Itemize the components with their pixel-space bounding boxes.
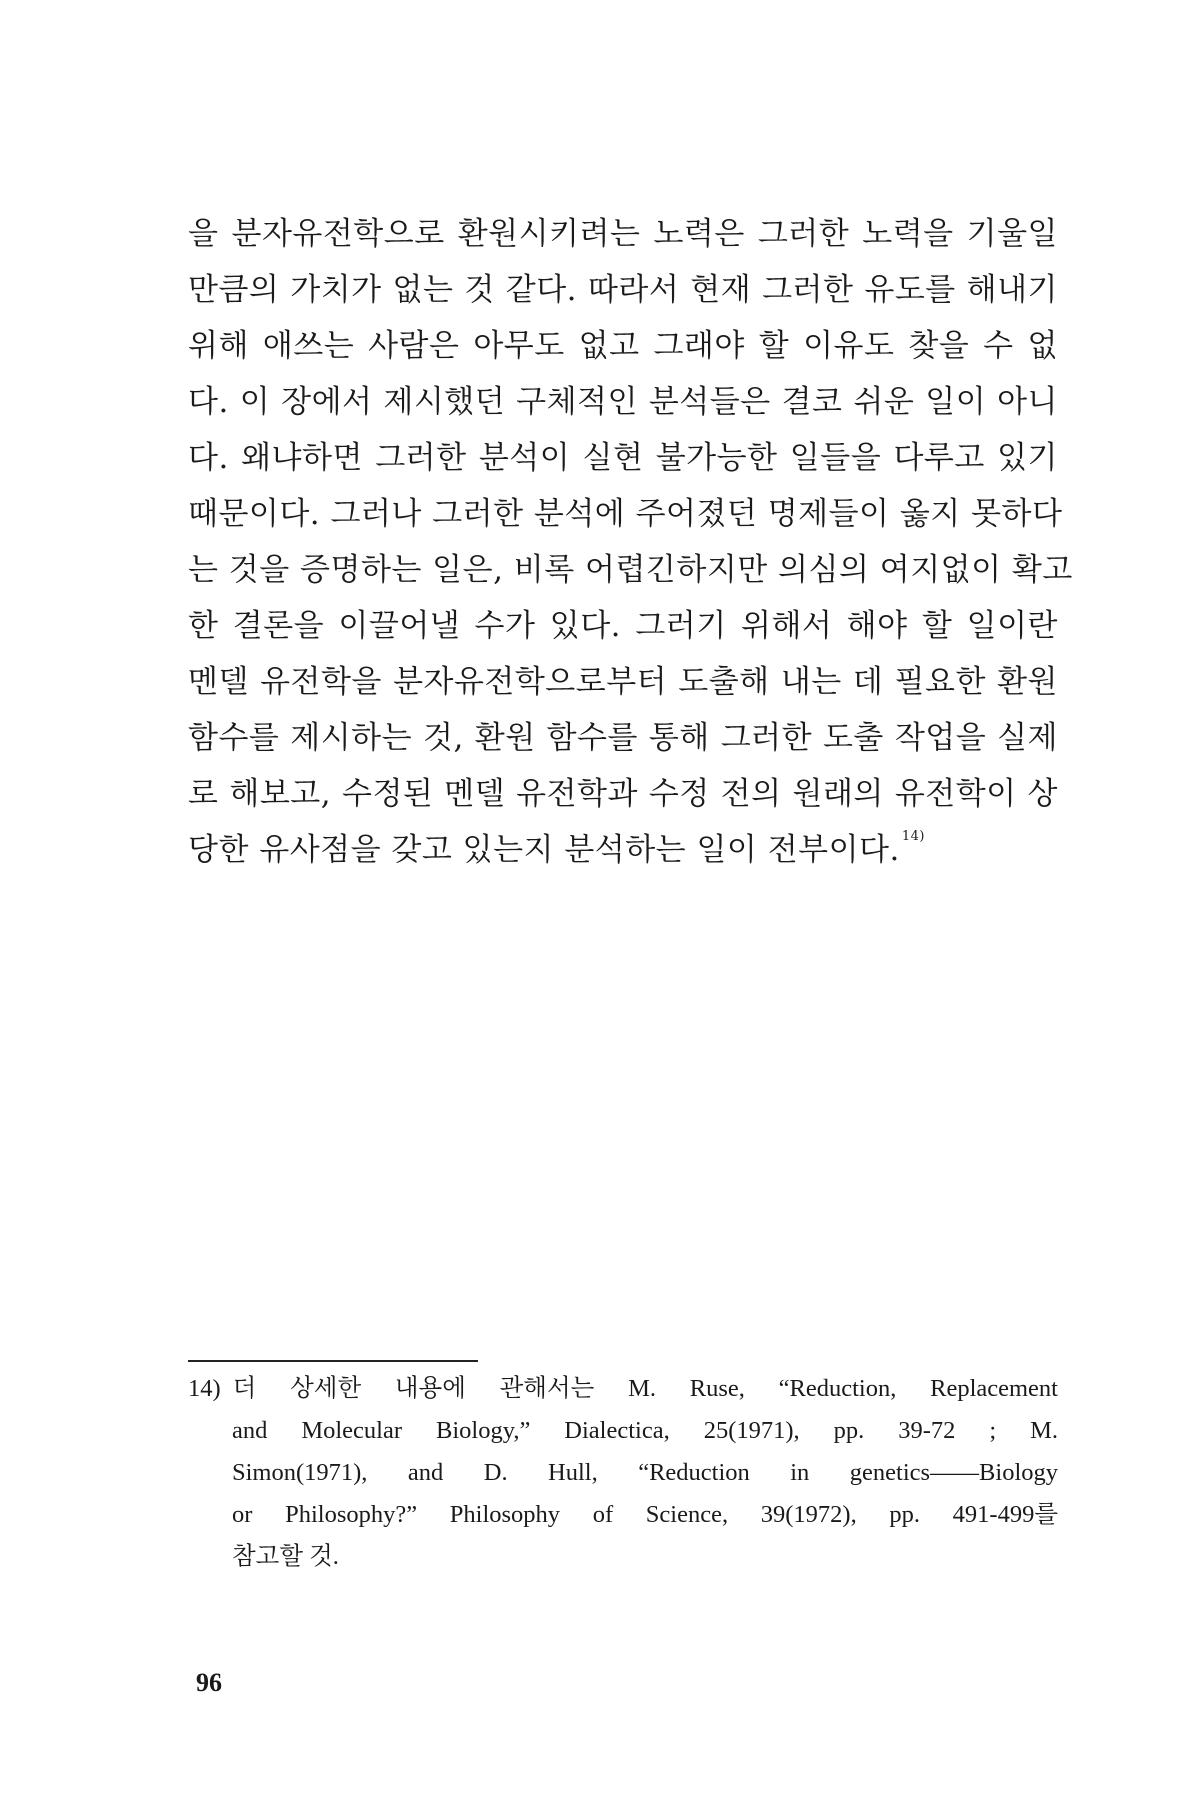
body-line: 다. 왜냐하면 그러한 분석이 실현 불가능한 일들을 다루고 있기 bbox=[188, 440, 1058, 476]
footnote-line: and Molecular Biology,” Dialectica, 25(1971), pp. 39-72 ; M. bbox=[232, 1417, 1058, 1444]
footnote-reference[interactable]: 14) bbox=[901, 829, 925, 844]
body-line: 때문이다. 그러나 그러한 분석에 주어졌던 명제들이 옳지 못하다 bbox=[188, 496, 1063, 532]
body-line: 는 것을 증명하는 일은, 비록 어렵긴하지만 의심의 여지없이 확고 bbox=[188, 552, 1073, 588]
body-line: 위해 애쓰는 사람은 아무도 없고 그래야 할 이유도 찾을 수 없 bbox=[188, 328, 1058, 364]
body-line: 만큼의 가치가 없는 것 같다. 따라서 현재 그러한 유도를 해내기 bbox=[188, 272, 1058, 308]
footnote-14 bbox=[188, 1368, 1058, 1578]
footnote-line: or Philosophy?” Philosophy of Science, 39(1972), pp. 491-499를 bbox=[232, 1501, 1058, 1528]
page-number: 96 bbox=[196, 1668, 222, 1697]
footnote-line-last: 참고할 것. bbox=[232, 1543, 339, 1570]
body-line: 다. 이 장에서 제시했던 구체적인 분석들은 결코 쉬운 일이 아니 bbox=[188, 384, 1058, 420]
footnote-line bbox=[188, 1368, 1058, 1410]
body-line-last bbox=[188, 822, 1058, 878]
body-line: 로 해보고, 수정된 멘델 유전학과 수정 전의 원래의 유전학이 상 bbox=[188, 776, 1058, 812]
body-line-last-text: 당한 유사점을 갖고 있는지 분석하는 일이 전부이다. bbox=[188, 832, 900, 868]
body-line: 한 결론을 이끌어낼 수가 있다. 그러기 위해서 해야 할 일이란 bbox=[188, 608, 1058, 644]
body-line: 함수를 제시하는 것, 환원 함수를 통해 그러한 도출 작업을 실제 bbox=[188, 720, 1058, 756]
body-line: 멘델 유전학을 분자유전학으로부터 도출해 내는 데 필요한 환원 bbox=[188, 664, 1058, 700]
footnote-line: Simon(1971), and D. Hull, “Reduction in genetics——Biology bbox=[232, 1459, 1058, 1486]
footnote-divider bbox=[188, 1360, 478, 1362]
body-text bbox=[188, 206, 1073, 878]
footnote-number: 14) bbox=[188, 1375, 221, 1402]
footnote-line-text: 더 상세한 내용에 관해서는 M. Ruse, “Reduction, Replacement bbox=[232, 1375, 1058, 1402]
body-line: 을 분자유전학으로 환원시키려는 노력은 그러한 노력을 기울일 bbox=[188, 216, 1058, 252]
